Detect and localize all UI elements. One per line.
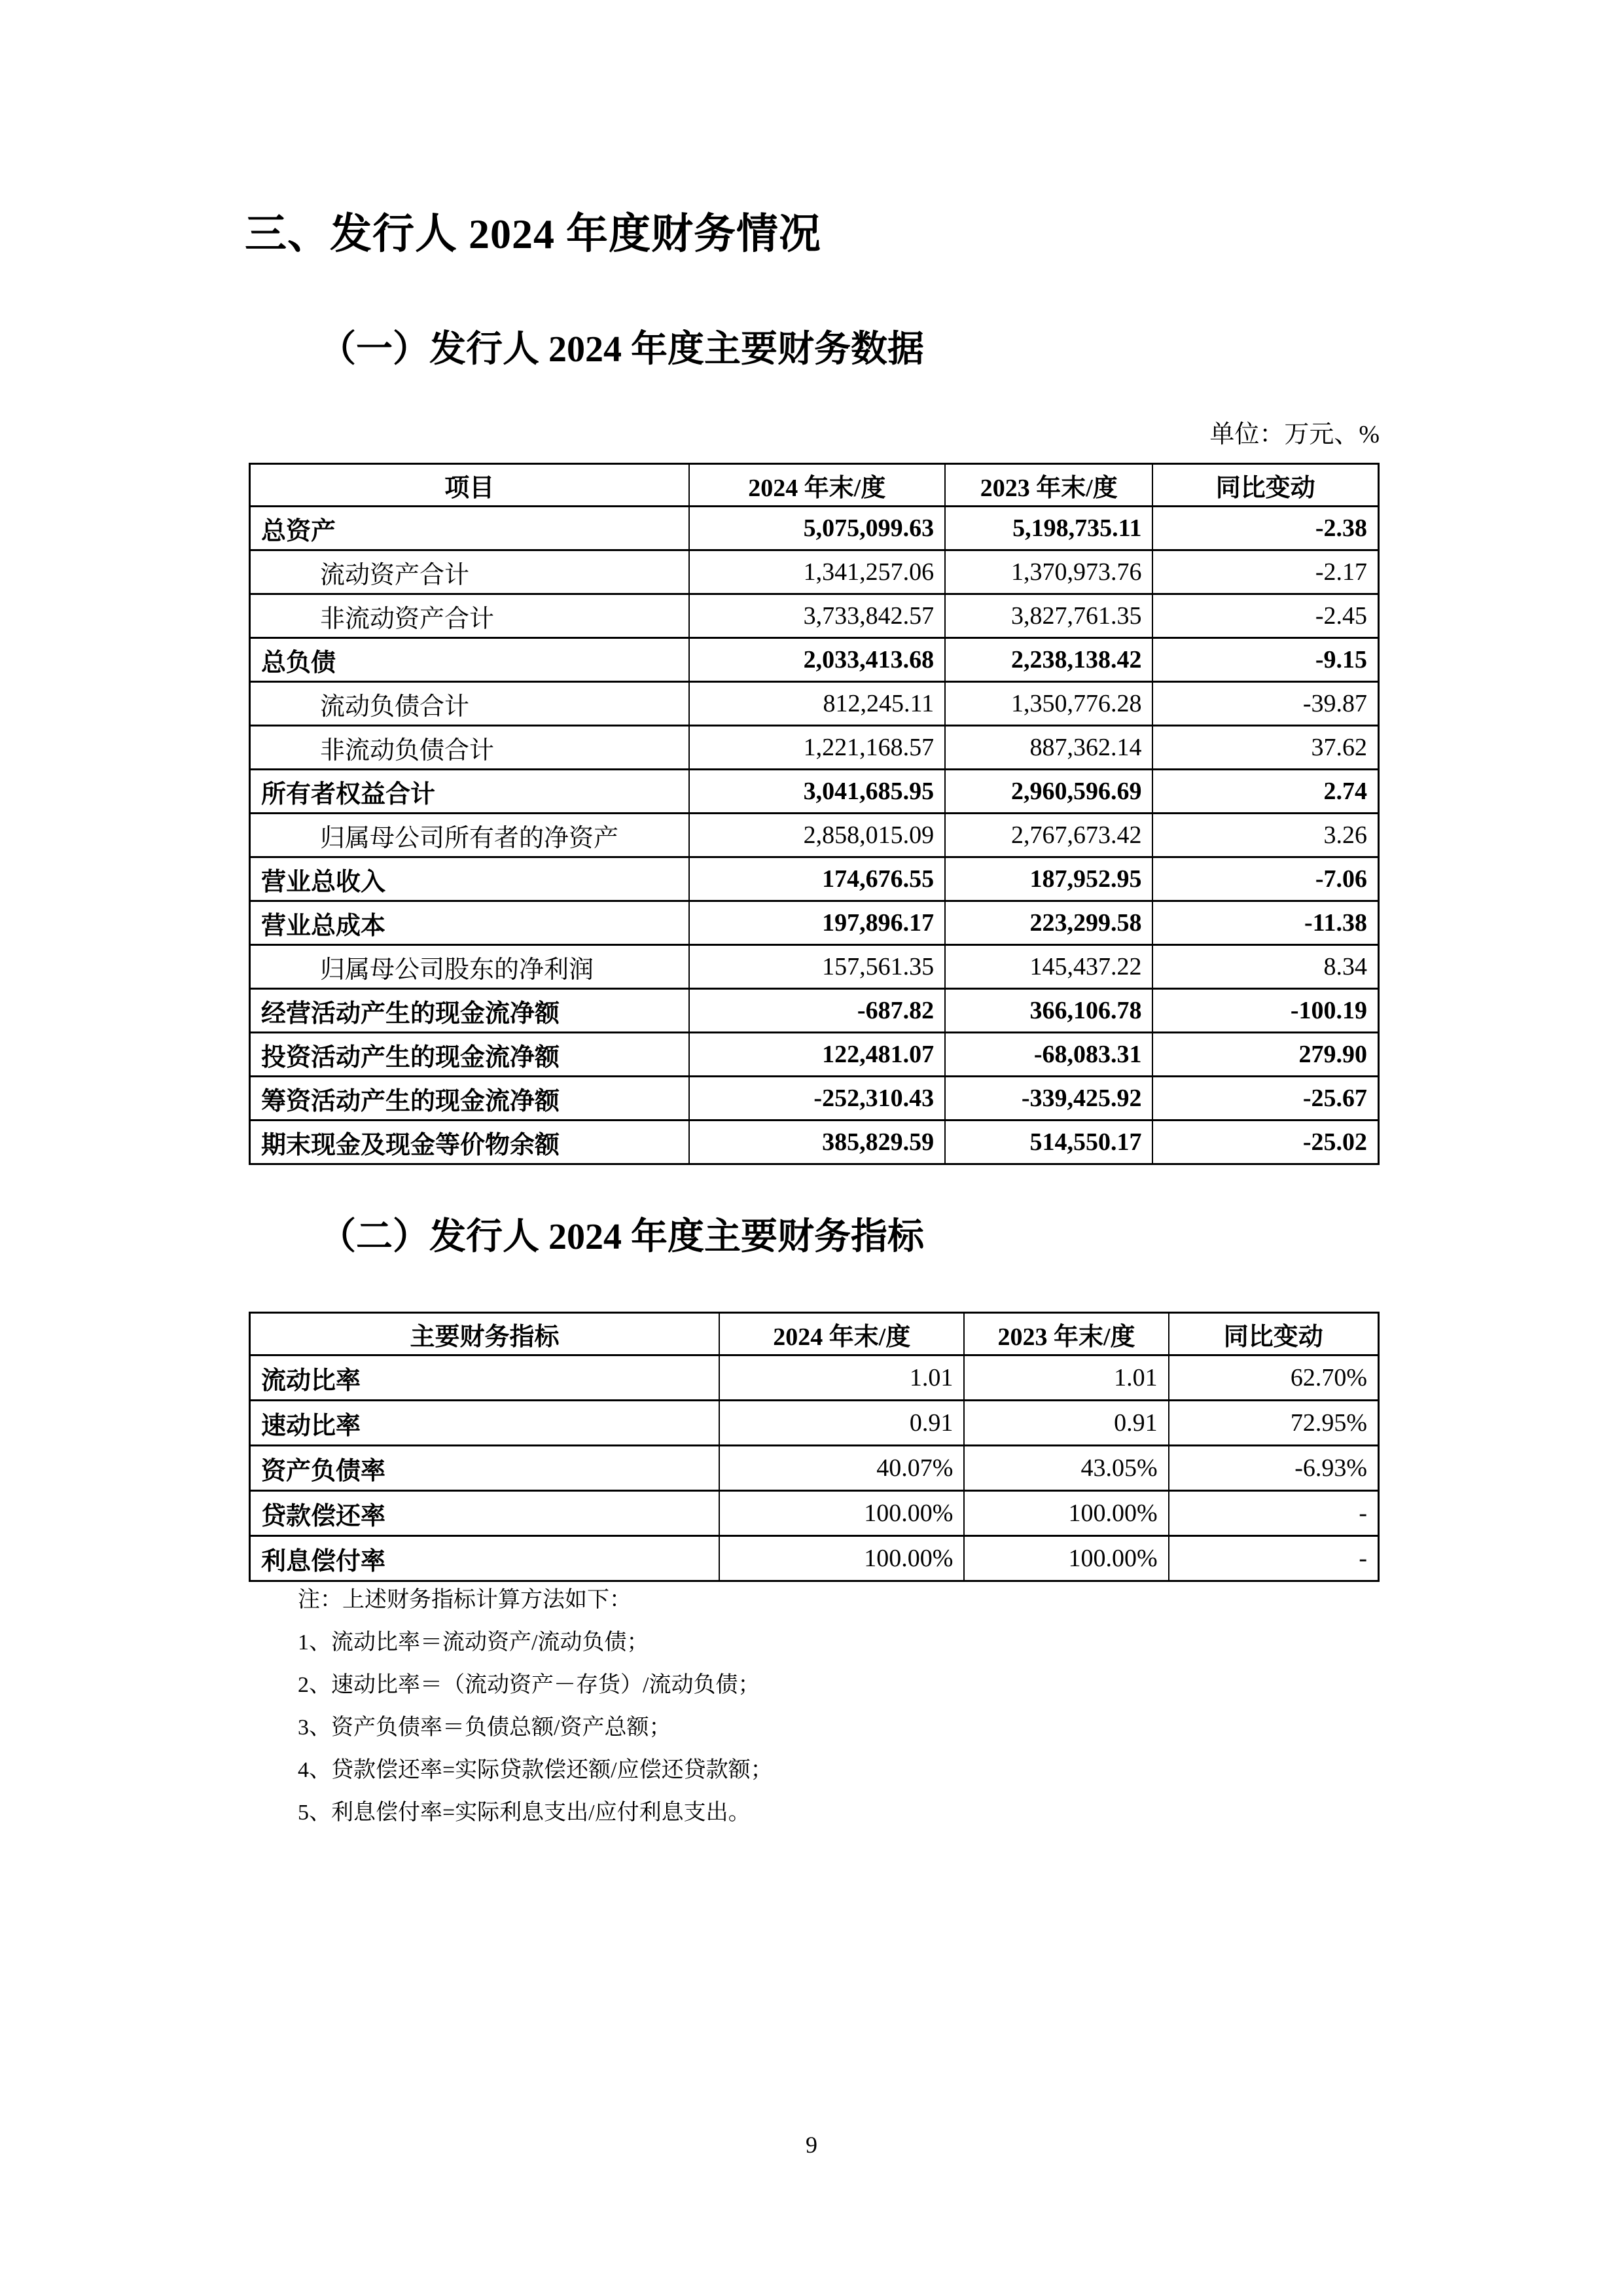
section-title: 三、发行人 2024 年度财务情况 [245, 211, 821, 257]
row-value: 145,437.22 [945, 945, 1152, 989]
row-label: 总负债 [250, 638, 689, 682]
row-value: 100.00% [964, 1491, 1168, 1536]
row-value: 3,827,761.35 [945, 594, 1152, 638]
table-header-row [250, 464, 1379, 507]
row-label: 营业总收入 [250, 857, 689, 901]
page-number: 9 [806, 2132, 817, 2158]
row-value: 5,075,099.63 [689, 507, 946, 550]
subsection-1-title: （一）发行人 2024 年度主要财务数据 [319, 329, 924, 370]
row-label: 筹资活动产生的现金流净额 [250, 1077, 689, 1121]
notes-block [298, 1579, 773, 1834]
note-item: 3、资产负债率＝负债总额/资产总额； [298, 1715, 671, 1740]
row-value: 887,362.14 [945, 726, 1152, 770]
table1-head [250, 464, 1379, 507]
row-value: - [1169, 1491, 1379, 1536]
note-item: 5、利息偿付率=实际利息支出/应付利息支出。 [298, 1801, 751, 1825]
row-label: 速动比率 [250, 1401, 720, 1446]
row-label: 投资活动产生的现金流净额 [250, 1033, 689, 1077]
row-label: 归属母公司所有者的净资产 [250, 814, 689, 857]
row-value: 223,299.58 [945, 901, 1152, 945]
table-row [250, 594, 1379, 638]
notes-items [298, 1621, 773, 1834]
row-value: 100.00% [964, 1536, 1168, 1581]
column-header: 同比变动 [1169, 1313, 1379, 1355]
row-value: 1,350,776.28 [945, 682, 1152, 726]
column-header: 2024 年末/度 [719, 1313, 964, 1355]
row-value: -9.15 [1152, 638, 1378, 682]
row-value: -25.02 [1152, 1121, 1378, 1164]
table-row [250, 1355, 1379, 1401]
row-value: -100.19 [1152, 989, 1378, 1033]
table-row [250, 507, 1379, 550]
row-value: 122,481.07 [689, 1033, 946, 1077]
unit-label: 单位：万元、% [1209, 421, 1380, 448]
table-row [250, 1491, 1379, 1536]
row-label: 贷款偿还率 [250, 1491, 720, 1536]
row-value: -39.87 [1152, 682, 1378, 726]
row-value: 366,106.78 [945, 989, 1152, 1033]
row-value: 1,341,257.06 [689, 550, 946, 594]
row-value: 3,041,685.95 [689, 770, 946, 814]
row-value: 0.91 [719, 1401, 964, 1446]
column-header: 2023 年末/度 [945, 464, 1152, 507]
row-label: 资产负债率 [250, 1446, 720, 1491]
table-row [250, 726, 1379, 770]
row-value: 2,238,138.42 [945, 638, 1152, 682]
row-value: 5,198,735.11 [945, 507, 1152, 550]
row-value: 100.00% [719, 1536, 964, 1581]
row-value: 2,858,015.09 [689, 814, 946, 857]
column-header: 2024 年末/度 [689, 464, 946, 507]
row-value: 43.05% [964, 1446, 1168, 1491]
table-row [250, 901, 1379, 945]
table-row [250, 1033, 1379, 1077]
row-label: 非流动负债合计 [250, 726, 689, 770]
column-header: 同比变动 [1152, 464, 1378, 507]
row-value: 1,221,168.57 [689, 726, 946, 770]
table-row [250, 1077, 1379, 1121]
row-label: 经营活动产生的现金流净额 [250, 989, 689, 1033]
table-row [250, 989, 1379, 1033]
table-row [250, 550, 1379, 594]
row-value: -687.82 [689, 989, 946, 1033]
row-value: -11.38 [1152, 901, 1378, 945]
row-value: - [1169, 1536, 1379, 1581]
table2-head [250, 1313, 1379, 1355]
row-label: 期末现金及现金等价物余额 [250, 1121, 689, 1164]
row-value: 2,033,413.68 [689, 638, 946, 682]
note-item: 4、贷款偿还率=实际贷款偿还额/应偿还贷款额； [298, 1758, 773, 1782]
row-value: 72.95% [1169, 1401, 1379, 1446]
table-row [250, 857, 1379, 901]
row-value: 1,370,973.76 [945, 550, 1152, 594]
row-label: 流动比率 [250, 1355, 720, 1401]
row-value: 279.90 [1152, 1033, 1378, 1077]
subsection-2-title: （二）发行人 2024 年度主要财务指标 [319, 1217, 924, 1257]
row-value: -2.17 [1152, 550, 1378, 594]
row-value: 1.01 [719, 1355, 964, 1401]
financial-data-table [249, 463, 1380, 1165]
row-value: 2,767,673.42 [945, 814, 1152, 857]
row-label: 所有者权益合计 [250, 770, 689, 814]
row-value: -339,425.92 [945, 1077, 1152, 1121]
row-value: 3,733,842.57 [689, 594, 946, 638]
table-row [250, 1536, 1379, 1581]
row-value: 100.00% [719, 1491, 964, 1536]
row-label: 营业总成本 [250, 901, 689, 945]
row-value: -68,083.31 [945, 1033, 1152, 1077]
row-value: -2.45 [1152, 594, 1378, 638]
note-item: 2、速动比率＝（流动资产－存货）/流动负债； [298, 1673, 760, 1697]
row-label: 流动负债合计 [250, 682, 689, 726]
table2-body [250, 1355, 1379, 1581]
row-label: 流动资产合计 [250, 550, 689, 594]
table-header-row [250, 1313, 1379, 1355]
row-value: 157,561.35 [689, 945, 946, 989]
row-value: 812,245.11 [689, 682, 946, 726]
row-value: -2.38 [1152, 507, 1378, 550]
row-label: 非流动资产合计 [250, 594, 689, 638]
row-value: -252,310.43 [689, 1077, 946, 1121]
row-label: 总资产 [250, 507, 689, 550]
row-value: 62.70% [1169, 1355, 1379, 1401]
financial-indicators-table [249, 1312, 1380, 1582]
table-row [250, 814, 1379, 857]
row-label: 归属母公司股东的净利润 [250, 945, 689, 989]
row-value: 37.62 [1152, 726, 1378, 770]
column-header: 主要财务指标 [250, 1313, 720, 1355]
row-value: 197,896.17 [689, 901, 946, 945]
table-row [250, 1121, 1379, 1164]
row-value: 385,829.59 [689, 1121, 946, 1164]
column-header: 2023 年末/度 [964, 1313, 1168, 1355]
row-value: -6.93% [1169, 1446, 1379, 1491]
row-value: 187,952.95 [945, 857, 1152, 901]
row-value: 8.34 [1152, 945, 1378, 989]
table-row [250, 945, 1379, 989]
row-value: 40.07% [719, 1446, 964, 1491]
column-header: 项目 [250, 464, 689, 507]
row-value: 174,676.55 [689, 857, 946, 901]
table-row [250, 638, 1379, 682]
row-value: 2.74 [1152, 770, 1378, 814]
row-value: 3.26 [1152, 814, 1378, 857]
row-value: -7.06 [1152, 857, 1378, 901]
row-value: 2,960,596.69 [945, 770, 1152, 814]
row-value: 1.01 [964, 1355, 1168, 1401]
table-row [250, 1401, 1379, 1446]
row-value: 0.91 [964, 1401, 1168, 1446]
note-item: 1、流动比率＝流动资产/流动负债； [298, 1630, 649, 1655]
row-label: 利息偿付率 [250, 1536, 720, 1581]
notes-intro: 注：上述财务指标计算方法如下： [298, 1588, 632, 1612]
table-row [250, 1446, 1379, 1491]
table-row [250, 682, 1379, 726]
row-value: 514,550.17 [945, 1121, 1152, 1164]
table1-body [250, 507, 1379, 1164]
row-value: -25.67 [1152, 1077, 1378, 1121]
table-row [250, 770, 1379, 814]
